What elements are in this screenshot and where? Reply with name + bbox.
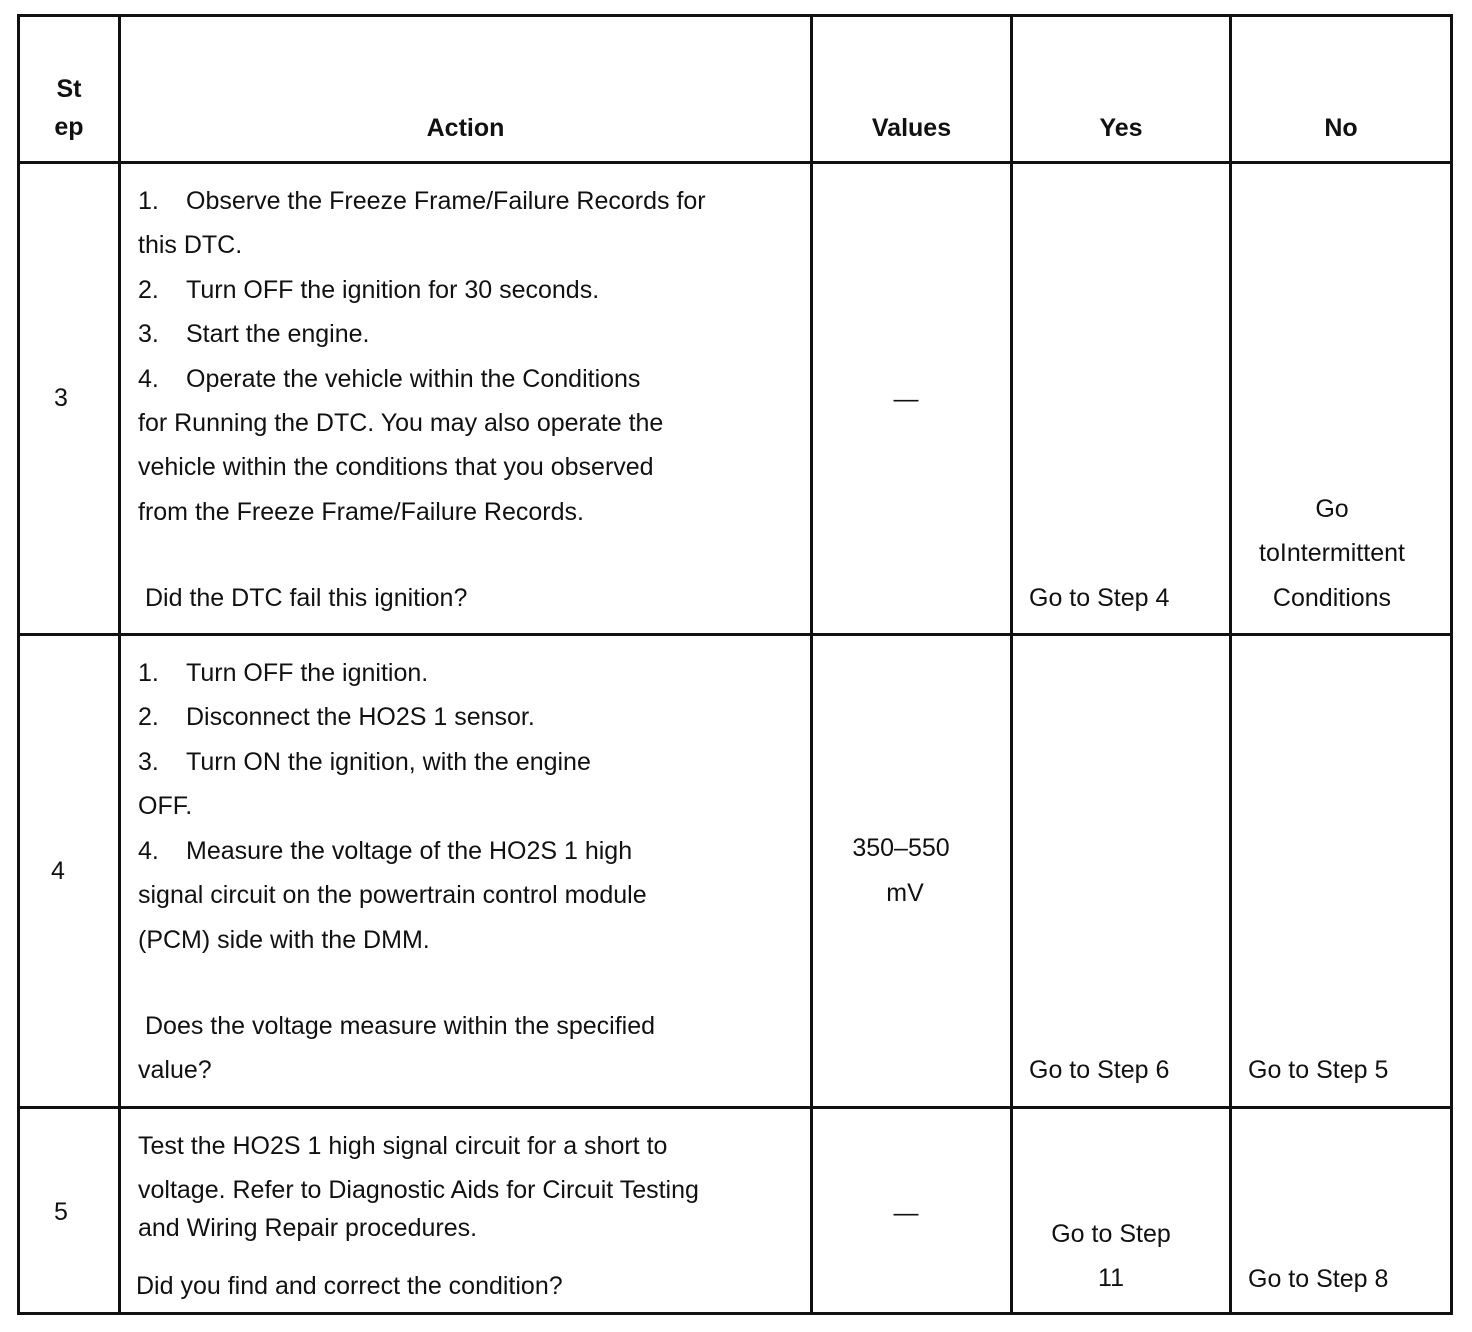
yes-cell <box>1013 1219 1209 1293</box>
no-cell-line: Conditions <box>1272 584 1392 612</box>
value-cell: — <box>893 1199 919 1227</box>
value-cell <box>813 833 989 908</box>
action-question: Did the DTC fail this ignition? <box>145 584 468 612</box>
header-values: Values <box>871 114 952 142</box>
action-text: vehicle within the conditions that you observed <box>138 453 654 481</box>
item-text: Observe the Freeze Frame/Failure Records for <box>186 187 706 215</box>
item-number: 1. <box>138 187 159 215</box>
action-question: Did you find and correct the condition? <box>136 1272 563 1300</box>
action-item <box>138 836 632 866</box>
item-number: 3. <box>138 320 159 348</box>
no-cell-line: toIntermittent <box>1259 539 1405 567</box>
action-item <box>138 702 535 732</box>
header-no: No <box>1324 114 1358 142</box>
row-divider <box>17 633 1453 636</box>
no-cell: Go to Step 8 <box>1248 1265 1389 1293</box>
yes-cell-line: Go to Step <box>1051 1220 1171 1248</box>
action-item <box>138 319 369 349</box>
step-number: 5 <box>54 1198 68 1226</box>
row-divider <box>17 1106 1453 1109</box>
table-border-right <box>1450 14 1453 1315</box>
action-item <box>138 275 599 305</box>
item-number: 1. <box>138 659 159 687</box>
item-text: Start the engine. <box>186 320 370 348</box>
action-question: Does the voltage measure within the specified <box>145 1012 656 1040</box>
value-cell: — <box>893 385 919 413</box>
header-divider <box>17 161 1453 164</box>
column-divider <box>810 14 813 1315</box>
column-divider <box>1229 14 1232 1315</box>
header-action: Action <box>426 114 505 142</box>
table-border-left <box>17 14 20 1315</box>
item-text: Measure the voltage of the HO2S 1 high <box>186 837 633 865</box>
header-yes: Yes <box>1099 114 1143 142</box>
yes-cell: Go to Step 4 <box>1029 584 1170 612</box>
item-number: 4. <box>138 837 159 865</box>
header-step-line1: St <box>56 75 82 103</box>
action-text: signal circuit on the powertrain control module <box>138 881 647 909</box>
yes-cell: Go to Step 6 <box>1029 1056 1170 1084</box>
header-step-line2: ep <box>54 113 84 141</box>
item-number: 4. <box>138 365 159 393</box>
step-number: 4 <box>51 857 65 885</box>
header-step <box>20 74 118 142</box>
step-number: 3 <box>54 384 68 412</box>
item-text: Turn OFF the ignition for 30 seconds. <box>186 276 600 304</box>
item-text: Disconnect the HO2S 1 sensor. <box>186 703 535 731</box>
item-text: Operate the vehicle within the Conditions <box>186 365 641 393</box>
action-question: value? <box>138 1056 212 1084</box>
action-text: OFF. <box>138 792 193 820</box>
action-text: for Running the DTC. You may also operate the <box>138 409 664 437</box>
action-text: and Wiring Repair procedures. <box>138 1214 478 1242</box>
table-border-bottom <box>17 1312 1453 1315</box>
action-item <box>138 364 640 394</box>
action-text: Test the HO2S 1 high signal circuit for a short to <box>138 1132 668 1160</box>
item-text: Turn ON the ignition, with the engine <box>186 748 591 776</box>
value-line: mV <box>886 879 924 907</box>
action-text: voltage. Refer to Diagnostic Aids for Circuit Testing <box>138 1176 699 1204</box>
action-text: from the Freeze Frame/Failure Records. <box>138 498 584 526</box>
item-number: 2. <box>138 276 159 304</box>
item-number: 3. <box>138 748 159 776</box>
action-item <box>138 747 591 777</box>
action-text: (PCM) side with the DMM. <box>138 926 430 954</box>
item-number: 2. <box>138 703 159 731</box>
item-text: Turn OFF the ignition. <box>186 659 429 687</box>
no-cell <box>1232 494 1432 613</box>
no-cell-line: Go <box>1315 495 1349 523</box>
no-cell: Go to Step 5 <box>1248 1056 1389 1084</box>
yes-cell-line: 11 <box>1098 1264 1124 1292</box>
action-item <box>138 658 428 688</box>
action-item <box>138 186 706 216</box>
value-line: 350–550 <box>852 834 950 862</box>
column-divider <box>1010 14 1013 1315</box>
action-text: this DTC. <box>138 231 243 259</box>
column-divider <box>118 14 121 1315</box>
table-border-top <box>17 14 1453 17</box>
